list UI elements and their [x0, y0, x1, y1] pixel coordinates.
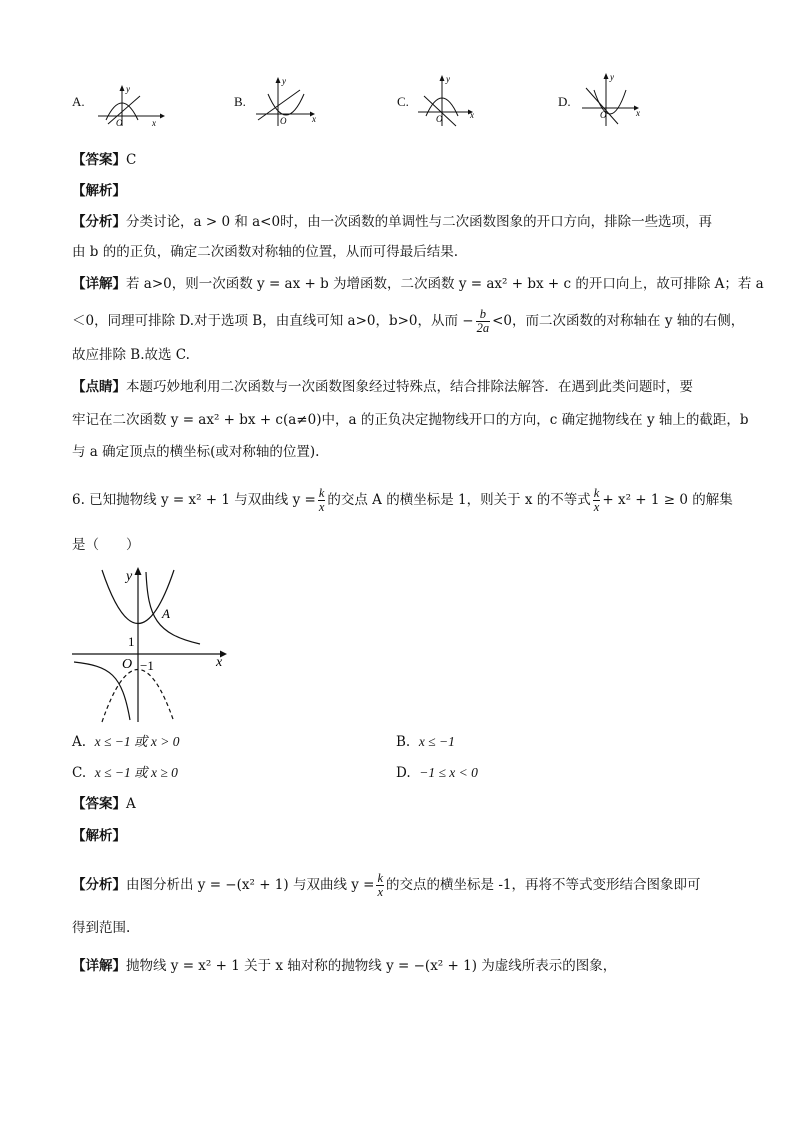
q6-answer	[72, 794, 732, 814]
option-d-x: x	[636, 108, 640, 118]
option-b-o: O	[280, 116, 287, 126]
q6-stem-c: + x² + 1 ≥ 0 的解集	[602, 492, 733, 508]
option-a-graph	[96, 82, 168, 128]
fenxi-text-2: 由 b 的的正负，确定二次函数对称轴的位置，从而可得最后结果.	[72, 244, 459, 260]
q5-xiangjie-line3	[72, 345, 732, 365]
option-a-y: y	[126, 84, 130, 94]
q5-fenxi-line2	[72, 242, 732, 262]
fenxi-text-b: 的交点的横坐标是 -1，再将不等式变形结合图象即可	[386, 877, 701, 893]
q5-options-row	[0, 0, 794, 140]
fraction-b-2a	[476, 308, 491, 335]
q5-dianjing-line2	[72, 410, 749, 430]
option-c-graph	[416, 72, 488, 128]
answer-value: A	[126, 796, 136, 812]
q6-option-d	[396, 763, 478, 783]
q6-option-a	[72, 734, 180, 750]
q6-stem-line2	[72, 535, 732, 555]
fenxi-text-2: 得到范围.	[72, 920, 131, 936]
option-b-x: x	[312, 114, 316, 124]
xiangjie-text-2b: <0，而二次函数的对称轴在 y 轴的右侧，	[492, 313, 745, 329]
fenxi-text: 分类讨论，a > 0 和 a<0时，由一次函数的单调性与二次函数图象的开口方向，排除一些选项，再	[126, 214, 713, 230]
frac-num: k	[318, 486, 325, 500]
option-text: −1 ≤ x < 0	[419, 765, 478, 780]
fenxi-tag: 【分析】	[72, 877, 126, 893]
option-label: A.	[72, 734, 87, 750]
frac-den: x	[593, 500, 600, 514]
option-c-o: O	[436, 114, 443, 124]
q6-figure	[70, 562, 230, 724]
option-text: x ≤ −1	[418, 734, 455, 749]
option-c-x: x	[470, 110, 474, 120]
frac-den: 2a	[476, 321, 490, 335]
q6-stem-2: 是（ ）	[72, 537, 140, 553]
fraction-k-x-3	[376, 872, 384, 899]
option-b-graph	[254, 74, 326, 128]
answer-tag: 【答案】	[72, 152, 126, 168]
xiangjie-text: 抛物线 y = x² + 1 关于 x 轴对称的抛物线 y = −(x² + 1) 为虚线所表示的图象，	[126, 958, 617, 974]
xiangjie-tag: 【详解】	[72, 276, 126, 292]
option-d-label: D.	[558, 94, 571, 109]
fenxi-text-a: 由图分析出 y = −(x² + 1) 与双曲线 y =	[126, 877, 375, 893]
answer-value: C	[126, 152, 137, 168]
q6-option-c	[72, 765, 178, 781]
option-a-label: A.	[72, 94, 85, 109]
option-b-y: y	[282, 76, 286, 86]
fig-o-label: O	[122, 657, 133, 672]
q6-stem-line1	[72, 487, 732, 514]
option-c-label: C.	[397, 94, 409, 109]
xiangjie-text-3: 故应排除 B.故选 C.	[72, 347, 190, 363]
frac-den: x	[318, 500, 325, 514]
frac-den: x	[377, 885, 384, 899]
q5-dianjing-line3	[72, 442, 732, 462]
option-text: x ≤ −1 或 x > 0	[94, 734, 180, 749]
xiangjie-tag: 【详解】	[72, 958, 126, 974]
analysis-tag: 【解析】	[72, 183, 126, 199]
q5-fenxi-line1	[72, 212, 732, 232]
fraction-k-x-1	[318, 487, 326, 514]
option-d-graph	[580, 70, 652, 128]
q6-fenxi-line1	[72, 872, 732, 899]
xiangjie-text: 若 a>0，则一次函数 y = ax + b 为增函数，二次函数 y = ax² + bx + c 的开口向上，故可排除 A；若 a	[126, 276, 764, 292]
q5-dianjing-line1	[72, 377, 732, 397]
q5-xiangjie-line2	[72, 307, 745, 335]
option-label: D.	[396, 765, 411, 781]
dianjing-text: 本题巧妙地利用二次函数与一次函数图象经过特殊点，结合排除法解答．在遇到此类问题时，要	[126, 379, 693, 395]
frac-num: k	[377, 871, 384, 885]
q5-xiangjie-line1	[72, 274, 764, 294]
q6-analysis-tag	[72, 826, 732, 846]
analysis-tag: 【解析】	[72, 828, 126, 844]
fig-y-label: y	[126, 569, 133, 584]
q6-stem-a: 6. 已知抛物线 y = x² + 1 与双曲线 y =	[72, 492, 316, 508]
q6-stem-b: 的交点 A 的横坐标是 1，则关于 x 的不等式	[327, 492, 591, 508]
frac-num: k	[593, 486, 600, 500]
option-label: C.	[72, 765, 87, 781]
fenxi-tag: 【分析】	[72, 214, 126, 230]
q6-fenxi-line2	[72, 918, 732, 938]
q6-options-row2	[72, 763, 732, 783]
answer-tag: 【答案】	[72, 796, 126, 812]
fig-x-label: x	[216, 655, 223, 670]
hyperbola-branch-q1	[146, 572, 200, 644]
xiangjie-text-2a: ＜0，同理可排除 D.对于选项 B，由直线可知 a>0，b>0，从而 −	[72, 313, 474, 329]
fig-one-label: 1	[128, 634, 135, 649]
option-a-o: O	[116, 118, 123, 128]
option-b-label: B.	[234, 94, 246, 109]
option-d-y: y	[610, 72, 614, 82]
fraction-k-x-2	[593, 487, 601, 514]
dianjing-text-3: 与 a 确定顶点的横坐标(或对称轴的位置).	[72, 444, 320, 460]
fig-a-label: A	[162, 606, 170, 621]
option-label: B.	[396, 734, 411, 750]
q6-option-b	[396, 732, 455, 752]
q5-answer	[72, 150, 732, 170]
dianjing-text-2: 牢记在二次函数 y = ax² + bx + c(a≠0)中，a 的正负决定抛物线开口的方向，c 确定抛物线在 y 轴上的截距，b	[72, 412, 749, 428]
option-text: x ≤ −1 或 x ≥ 0	[94, 765, 178, 780]
fig-neg-one-label: −1	[140, 658, 154, 673]
option-c-y: y	[446, 74, 450, 84]
q5-analysis-tag	[72, 181, 732, 201]
option-a-x: x	[152, 118, 156, 128]
frac-num: b	[476, 308, 491, 322]
dianjing-tag: 【点睛】	[72, 379, 126, 395]
q6-xiangjie-line1	[72, 956, 732, 976]
option-d-o: O	[600, 110, 607, 120]
q6-options-row1	[72, 732, 732, 752]
y-axis-arrow	[135, 567, 142, 575]
